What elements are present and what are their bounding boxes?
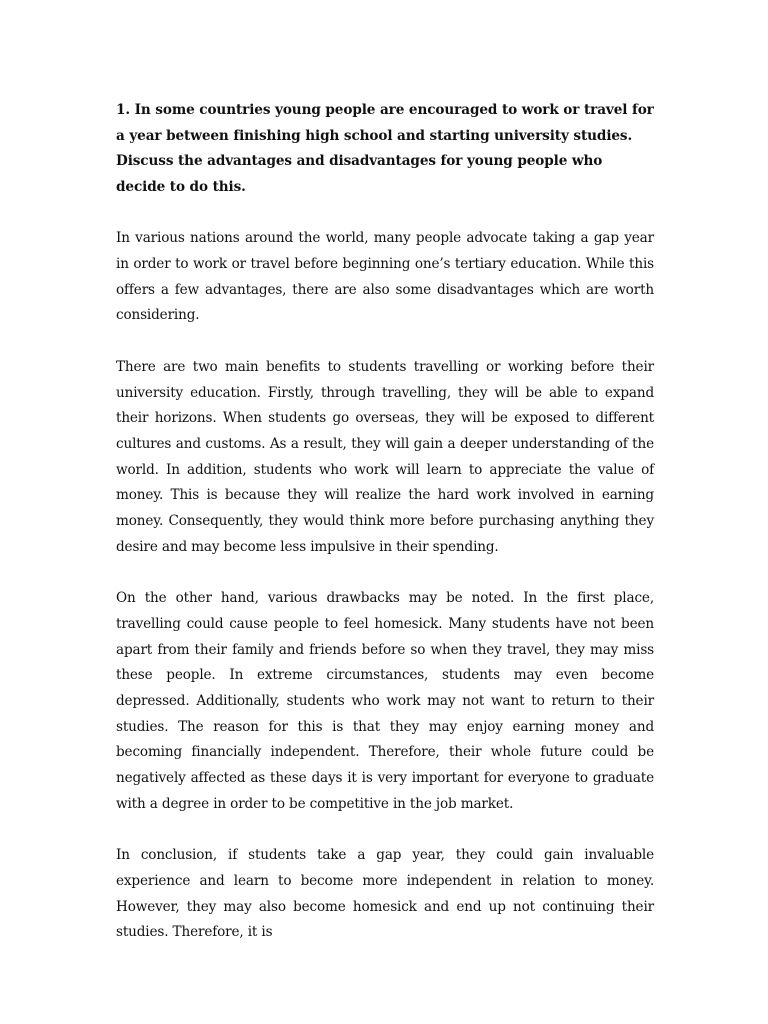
paragraph-benefits: There are two main benefits to students travelling or working before their university education. Firstly, through travelling, they will be able to expand their horizons. When students go overseas, they will be exposed to different cultures and customs. As a result, they will gain a deeper understanding of the world. In addition, students who work will learn to appreciate the value of money. This is because they will realize the hard work involved in earning money. Consequently, they would think more before purchasing anything they desire and may become less impulsive in their spending. [116, 358, 654, 555]
document-page [116, 98, 654, 972]
paragraph-drawbacks: On the other hand, various drawbacks may be noted. In the first place, travelling could cause people to feel homesick. Many students have not been apart from their family and friends before so when they travel, they may miss these people. In extreme circumstances, students may even become depressed. Additionally, students who work may not want to return to their studies. The reason for this is that they may enjoy earning money and becoming financially independent. Therefore, their whole future could be negatively affected as these days it is very important for everyone to graduate with a degree in order to be competitive in the job market. [116, 590, 654, 812]
paragraph-introduction: In various nations around the world, many people advocate taking a gap year in order to work or travel before beginning one’s tertiary education. While this offers a few advantages, there are also some disadvantages which are worth considering. [116, 230, 654, 324]
essay-question: 1. In some countries young people are encouraged to work or travel for a year between finishing high school and starting university studies. Discuss the advantages and disadvantages for young people who decide to do this. [116, 102, 654, 196]
paragraph-conclusion: In conclusion, if students take a gap year, they could gain invaluable experience and learn to become more independent in relation to money. However, they may also become homesick and end up not continuing their studies. Therefore, it is [116, 847, 654, 941]
